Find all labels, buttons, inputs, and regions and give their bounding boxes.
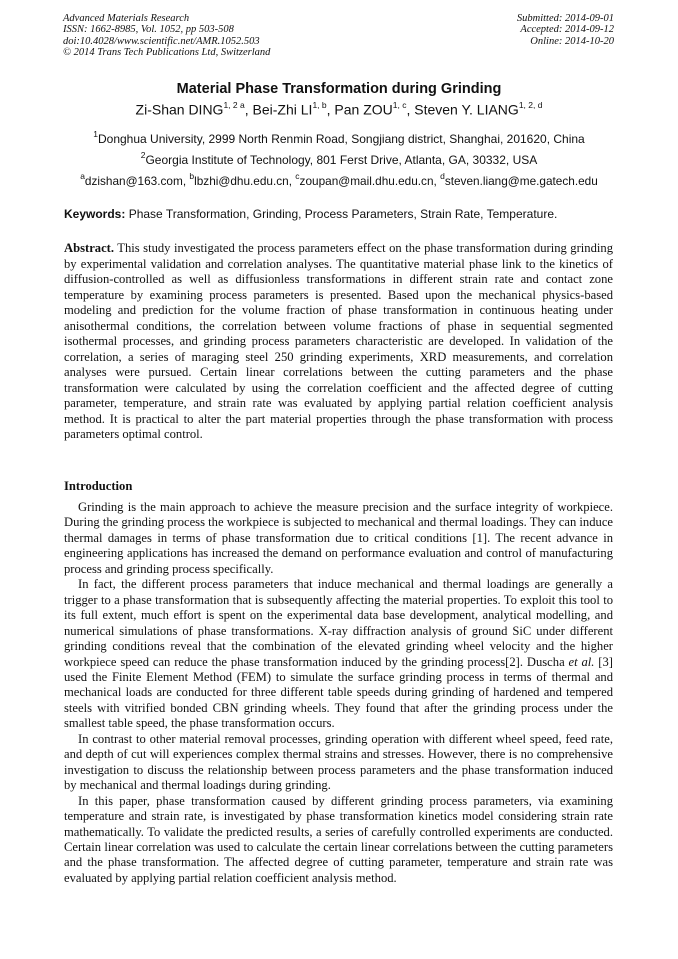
paragraph: In contrast to other material removal processes, grinding operation with different wheel speed, feed rate, and depth of cut will experiences complex thermal strains and stresses. However, there is no comprehensive investigation to discuss the relationship between process parameters and the phase transformation induced by mechanical and thermal loadings during grinding. xyxy=(64,731,613,793)
publication-dates xyxy=(517,13,614,47)
email-mark: c xyxy=(295,171,300,181)
author-separator: , xyxy=(406,101,415,118)
author-list xyxy=(0,101,678,118)
email-address[interactable]: zoupan@mail.dhu.edu.cn xyxy=(299,173,434,188)
journal-info xyxy=(63,13,270,59)
author-name: Pan ZOU xyxy=(334,101,393,118)
online-date: Online: 2014-10-20 xyxy=(530,35,614,47)
email-separator: , xyxy=(288,173,296,188)
email-mark: a xyxy=(80,171,85,181)
affiliation-text: Donghua University, 2999 North Renmin Road, Songjiang district, Shanghai, 201620, China xyxy=(97,132,585,146)
author-name: Zi-Shan DING xyxy=(135,101,224,118)
author-name: Steven Y. LIANG xyxy=(414,101,519,118)
keywords-label: Keywords: xyxy=(64,207,126,221)
author-emails xyxy=(0,172,678,188)
author-affiliation-mark: 1, 2, d xyxy=(518,100,543,110)
journal-copyright: © 2014 Trans Tech Publications Ltd, Switzerland xyxy=(63,47,271,59)
author-affiliation-mark: 1, c xyxy=(392,100,407,110)
author-affiliation-mark: 1, b xyxy=(312,100,327,110)
affiliation-text: Georgia Institute of Technology, 801 Ferst Drive, Atlanta, GA, 30332, USA xyxy=(145,153,538,167)
author-separator: , xyxy=(244,101,253,118)
paper-title: Material Phase Transformation during Grinding xyxy=(176,81,502,97)
paragraph: Grinding is the main approach to achieve the measure precision and the surface integrity of workpiece. During the grinding process the workpiece is subjected to mechanical and thermal loadings. They can induce thermal damages in terms of phase transformation due to critical conditions [1]. The recent advance in engineering applications has increased the demand on performance evaluation and control of manufacturing process and grinding process specifically. xyxy=(64,500,613,576)
section-heading-introduction: Introduction xyxy=(64,479,133,493)
email-mark: b xyxy=(189,171,195,181)
abstract-text: This study investigated the process parameters effect on the phase transformation during grinding by experimental validation and correlation analyses. The quantitative material phase link to the kinetics of diffusion-controlled as well as diffusionless transformations in different strain rate and contact zone temperature by examining process parameters is presented. Based upon the mechanical physics-based modeling and prediction for the volume fraction of phase transformation in continuous heating under anisothermal conditions, the correlation between volume fractions of phase in sequential segmented isothermal processes, and grinding process parameters characteristic are developed. In validation of the correlation, a series of maraging steel 250 grinding experiments, XRD measurements, and correlation analyses were pursued. Certain linear correlations between the cutting parameters and the phase transformation were calculated by using the correlation coefficient and the affected degree of cutting parameter, temperature, and strain rate was evaluated by applying partial relation coefficient analysis method. It is practical to alter the part material properties through the phase transformation with process parameters optimal control. xyxy=(64,241,613,441)
email-separator: , xyxy=(182,173,190,188)
affiliation-2 xyxy=(0,151,678,167)
abstract xyxy=(64,241,613,443)
journal-name: Advanced Materials Research xyxy=(63,13,190,24)
email-address[interactable]: lbzhi@dhu.edu.cn xyxy=(194,173,289,188)
keywords-text: Phase Transformation, Grinding, Process Parameters, Strain Rate, Temperature. xyxy=(125,207,558,221)
journal-doi: doi:10.4028/www.scientific.net/AMR.1052.503 xyxy=(63,35,260,47)
journal-issn: ISSN: 1662-8985, Vol. 1052, pp 503-508 xyxy=(63,24,234,36)
introduction-body xyxy=(64,500,613,886)
affiliation-mark: 2 xyxy=(140,150,146,160)
email-address[interactable]: steven.liang@me.gatech.edu xyxy=(444,173,598,188)
author-separator: , xyxy=(326,101,335,118)
email-address[interactable]: dzishan@163.com xyxy=(84,173,183,188)
affiliation-mark: 1 xyxy=(93,129,98,139)
accepted-date: Accepted: 2014-09-12 xyxy=(520,24,614,36)
paragraph-text: [3] used the Finite Element Method (FEM) to simulate the surface grinding process in terms of thermal and mechanical loads are conducted for three different table speeds during grinding of hardened and tempered steels with vitrified bonded CBN grinding wheels. They found that after the grinding process under the smallest table speed, the phase transformation occurs. xyxy=(64,654,613,731)
email-separator: , xyxy=(433,173,441,188)
citation-etal: et al. xyxy=(568,654,595,669)
paragraph-text: In fact, the different process parameters that induce mechanical and thermal loadings are generally a trigger to a phase transformation that is subsequently affecting the material properties. To exploit this tool to its full extent, much effort is spent on the experimental data base development, analytical modelling, and numerical simulations of phase transformations. X-ray diffraction analysis of ground SiC under different grinding conditions reveal that the combination of the elevated grinding wheel velocity and the higher workpiece speed can reduce the phase transformation induced by the grinding process[2]. Duscha xyxy=(64,577,613,669)
author-name: Bei-Zhi LI xyxy=(252,101,313,118)
abstract-label: Abstract. xyxy=(64,241,115,255)
submitted-date: Submitted: 2014-09-01 xyxy=(516,13,614,24)
affiliation-1 xyxy=(0,130,678,146)
paragraph: In this paper, phase transformation caused by different grinding process parameters, via examining temperature and strain rate, is investigated by phase transformation kinetics model considering strain rate mathematically. To validate the predicted results, a series of carefully controlled experiments are conducted. Certain linear correlation was used to calculate the certain linear correlations between the cutting parameters and the phase transformation. The affected degree of cutting parameter, temperature and strain rate was evaluated by applying partial relation coefficient analysis method. xyxy=(64,793,613,885)
author-affiliation-mark: 1, 2 a xyxy=(223,100,245,110)
paragraph xyxy=(64,577,613,732)
email-mark: d xyxy=(440,171,445,181)
keywords xyxy=(64,207,616,221)
